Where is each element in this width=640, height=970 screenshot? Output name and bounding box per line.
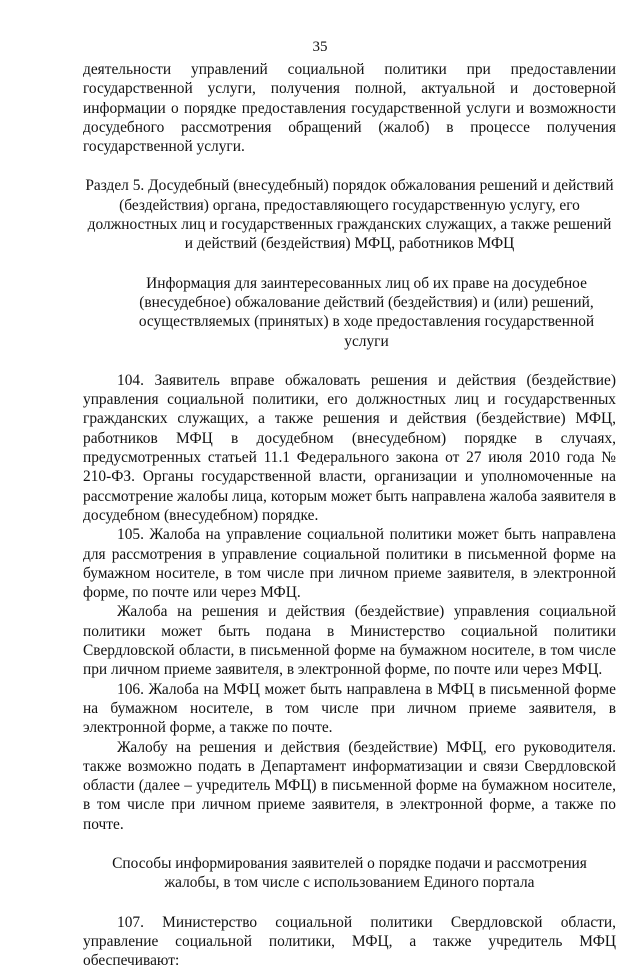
info-subheading: Информация для заинтересованных лиц об их праве на досудебное (внесудебное) обжалование действий (бездействия) и (или) решений, осуществляемых (принятых) в ходе предоставления государственной услуги	[138, 274, 595, 350]
methods-subheading: Способы информирования заявителей о порядке подачи и рассмотрения жалобы, в том числе с использованием Единого портала	[112, 854, 587, 892]
section-5-heading: Раздел 5. Досудебный (внесудебный) порядок обжалования решений и действий (бездействия) органа, предоставляющего государственную услугу, его должностных лиц и государственных гражданских служащих, а также решений и действий (бездействия) МФЦ, работников МФЦ	[85, 177, 614, 253]
paragraph-106-complaint: Жалобу на решения и действия (бездействие) МФЦ, его руководителя. также возможно подать в Департамент информатизации и связи Свердловской области (далее – учредитель МФЦ) в письменной форме на бумажном носителе, в том числе при личном приеме заявителя, в электронной форме, а также по почте.	[83, 738, 616, 833]
paragraph-106: 106. Жалоба на МФЦ может быть направлена в МФЦ в письменной форме на бумажном носителе, в том числе при личном приеме заявителя, в электронной форме, а также по почте.	[83, 680, 616, 737]
paragraph-105: 105. Жалоба на управление социальной политики может быть направлена для рассмотрения в управление социальной политики в письменной форме на бумажном носителе, в том числе при личном приеме заявителя, в электронной форме, по почте или через МФЦ.	[83, 526, 616, 602]
document-body	[83, 60, 616, 970]
paragraph-107: 107. Министерство социальной политики Свердловской области, управление социальной политики, МФЦ, а также учредитель МФЦ обеспечивают:	[83, 913, 616, 970]
intro-paragraph: деятельности управлений социальной политики при предоставлении государственной услуги, получения полной, актуальной и достоверной информации о порядке предоставления государственной услуги и возможности досудебного рассмотрения обращений (жалоб) в процессе получения государственной услуги.	[83, 61, 616, 156]
page-number: 35	[312, 39, 328, 55]
paragraph-105-complaint: Жалоба на решения и действия (бездействие) управления социальной политики может быть подана в Министерство социальной политики Свердловской области, в письменной форме на бумажном носителе, в том числе при личном приеме заявителя, в электронной форме, по почте или через МФЦ.	[83, 603, 616, 679]
paragraph-104: 104. Заявитель вправе обжаловать решения и действия (бездействие) управления социальной политики, его должностных лиц и государственных гражданских служащих, а также решения и действия (бездействие) МФЦ, работников МФЦ в досудебном (внесудебном) порядке в случаях, предусмотренных статьей 11.1 Федерального закона от 27 июля 2010 года № 210-ФЗ. Органы государственной власти, организации и уполномоченные на рассмотрение жалобы лица, которым может быть направлена жалоба заявителя в досудебном (внесудебном) порядке.	[83, 371, 616, 524]
